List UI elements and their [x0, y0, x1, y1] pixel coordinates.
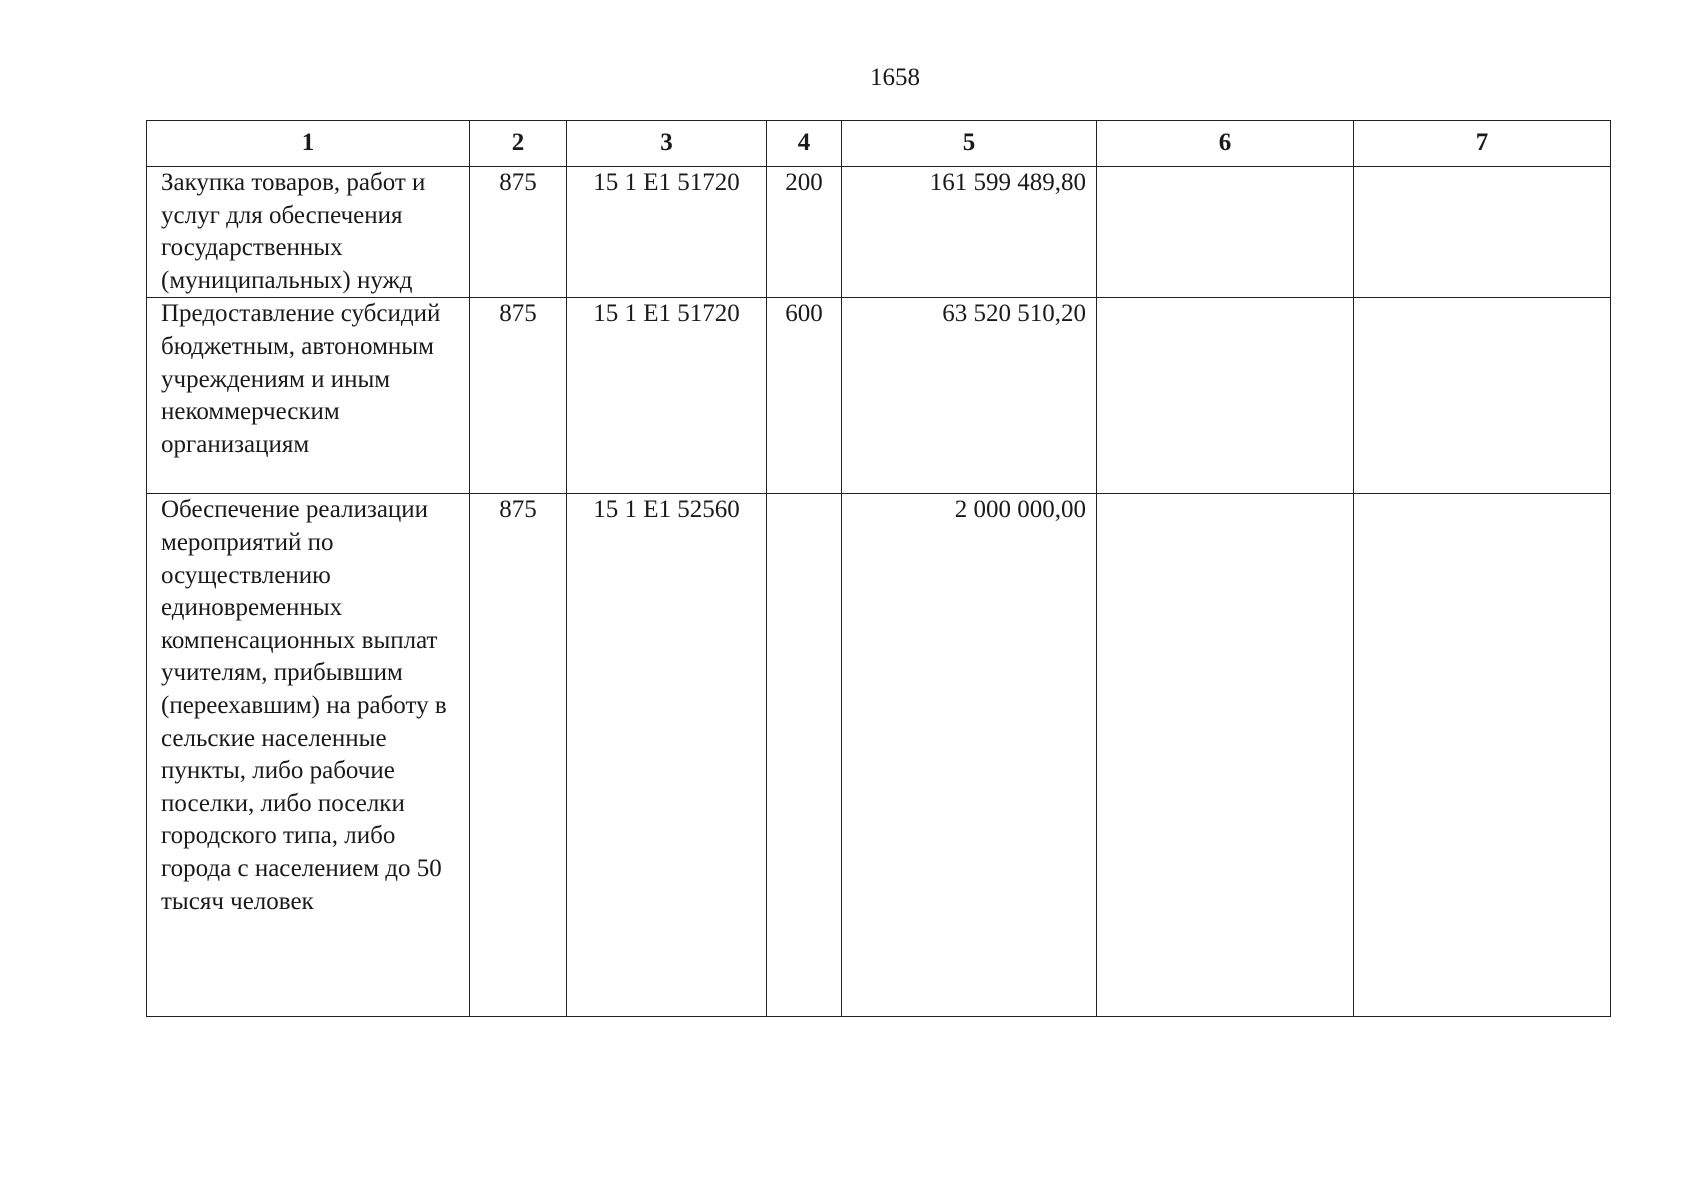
table-row [147, 167, 1611, 298]
row-col2: 875 [470, 167, 567, 298]
budget-table [146, 120, 1611, 1017]
table-row [147, 494, 1611, 1017]
page-number: 1658 [870, 64, 920, 91]
column-header-5: 5 [842, 121, 1097, 167]
row-name: Закупка товаров, работ и услуг для обеспечения государственных (муниципальных) нужд [147, 167, 470, 298]
column-header-7: 7 [1354, 121, 1611, 167]
row-col6 [1097, 494, 1354, 1017]
row-col2: 875 [470, 494, 567, 1017]
row-col6 [1097, 167, 1354, 298]
row-name: Предоставление субсидий бюджетным, автономным учреждениям и иным некоммерческим организациям [147, 298, 470, 494]
table-row [147, 298, 1611, 494]
row-col4: 200 [767, 167, 842, 298]
row-col3: 15 1 E1 51720 [567, 167, 767, 298]
row-col3: 15 1 E1 51720 [567, 298, 767, 494]
row-col7 [1354, 167, 1611, 298]
column-header-1: 1 [147, 121, 470, 167]
column-header-3: 3 [567, 121, 767, 167]
row-col5: 161 599 489,80 [842, 167, 1097, 298]
row-name: Обеспечение реализации мероприятий по осуществлению единовременных компенсационных выплат учителям, прибывшим (переехавшим) на работу в сельские населенные пункты, либо рабочие поселки, либо поселки городского типа, либо города с населением до 50 тысяч человек [147, 494, 470, 1017]
column-header-6: 6 [1097, 121, 1354, 167]
row-col4 [767, 494, 842, 1017]
column-header-2: 2 [470, 121, 567, 167]
row-col2: 875 [470, 298, 567, 494]
row-col5: 2 000 000,00 [842, 494, 1097, 1017]
header-row [147, 121, 1611, 167]
row-col6 [1097, 298, 1354, 494]
row-col3: 15 1 E1 52560 [567, 494, 767, 1017]
row-col5: 63 520 510,20 [842, 298, 1097, 494]
row-col7 [1354, 494, 1611, 1017]
row-col7 [1354, 298, 1611, 494]
column-header-4: 4 [767, 121, 842, 167]
row-col4: 600 [767, 298, 842, 494]
